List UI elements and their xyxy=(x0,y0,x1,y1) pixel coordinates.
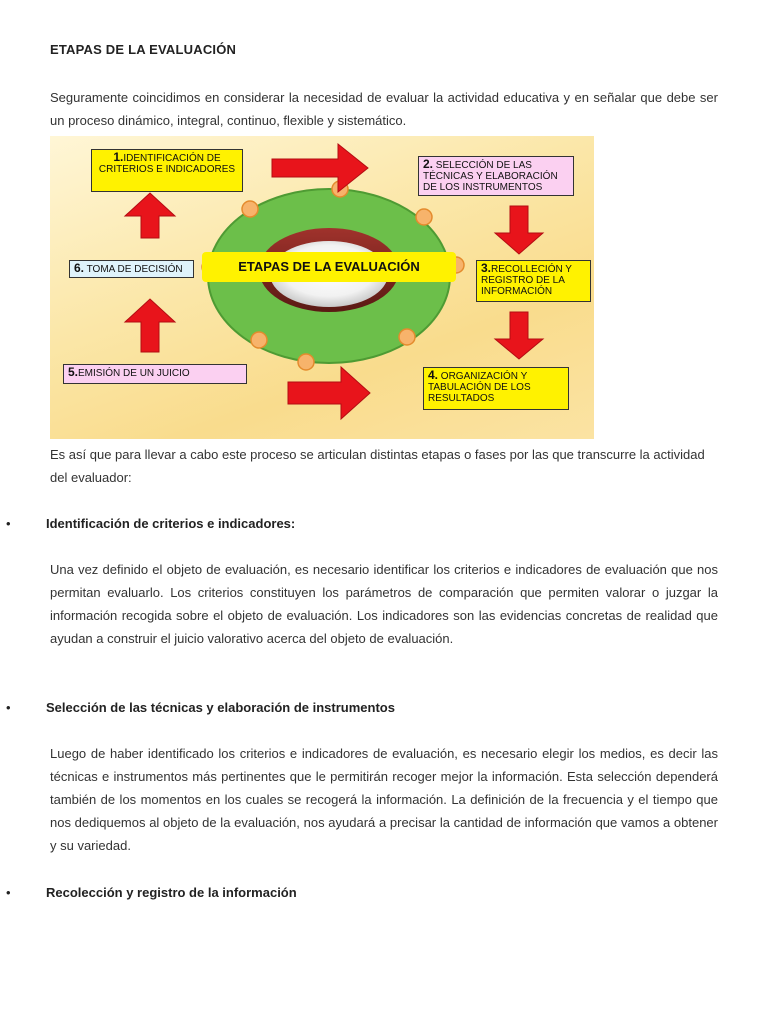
stage-5-box xyxy=(63,364,247,384)
stage-1-label: IDENTIFICACIÓN DE CRITERIOS E INDICADORES xyxy=(98,153,236,175)
diagram-center-label: ETAPAS DE LA EVALUACIÓN xyxy=(202,252,456,282)
stage-5-number: 5. xyxy=(68,365,79,379)
stage-6-box xyxy=(69,260,194,278)
stage-1-number: 1. xyxy=(113,150,124,164)
bullet-dot: • xyxy=(6,885,11,900)
stage-3-label: RECOLLECIÓN Y REGISTRO DE LA INFORMACIÓN xyxy=(481,264,572,297)
stage-2-box xyxy=(418,156,574,196)
section-heading-text: Identificación de criterios e indicadores: xyxy=(46,516,296,531)
arrow-up-left-top xyxy=(125,193,175,238)
ring-dot xyxy=(242,201,258,217)
intro-paragraph: Seguramente coincidimos en considerar la necesidad de evaluar la actividad educativa y en señalar que debe ser un proceso dinámico, integral, continuo, flexible y sistemático. xyxy=(50,90,718,128)
arrow-down-right-bottom xyxy=(495,312,543,359)
arrow-down-right-top xyxy=(495,206,543,254)
stage-3-number: 3. xyxy=(481,261,492,275)
section-body-tecnicas: Luego de haber identificado los criterios e indicadores de evaluación, es necesario elegir los medios, es decir las técnicas e instrumentos más pertinentes que le permitirán recoger mejor la información. Esta selección dependerá también de los momentos en los cuales se recogerá la información. La definición de la frecuencia y el tiempo que nos dediquemos al objeto de la evaluación, nos ayudará a precisar la cantidad de información que vamos a obtener y su variedad. xyxy=(50,746,718,853)
stage-5-label: EMISIÓN DE UN JUICIO xyxy=(78,368,190,379)
stage-2-number: 2. xyxy=(423,157,434,171)
section-body-criterios: Una vez definido el objeto de evaluación, es necesario identificar los criterios e indicadores de evaluación que nos permitan evaluarlo. Los criterios constituyen los parámetros de comparación que permiten valorar o juzgar la información recogida sobre el objeto de evaluación. Los indicadores son las evidencias concretas de realidad que ayudan a construir el juicio valorativo acerca del objeto de evaluación. xyxy=(50,562,718,646)
stage-6-label: TOMA DE DECISIÓN xyxy=(86,264,183,275)
bullet-dot: • xyxy=(6,700,11,715)
bullet-dot: • xyxy=(6,516,11,531)
arrow-up-left-bottom xyxy=(125,299,175,352)
stage-6-number: 6. xyxy=(74,261,85,275)
ring-dot xyxy=(298,354,314,370)
arrow-right-top xyxy=(272,144,368,192)
evaluation-stages-diagram xyxy=(50,136,594,439)
stage-4-label: ORGANIZACIÓN Y TABULACIÓN DE LOS RESULTADOS xyxy=(428,371,531,404)
stage-4-box xyxy=(423,367,569,410)
stage-1-box xyxy=(91,149,243,192)
ring-dot xyxy=(251,332,267,348)
stage-4-number: 4. xyxy=(428,368,439,382)
section-heading-text: Recolección y registro de la información xyxy=(46,885,297,900)
stage-3-box xyxy=(476,260,591,302)
ring-dot xyxy=(416,209,432,225)
section-heading-text: Selección de las técnicas y elaboración de instrumentos xyxy=(46,700,395,715)
stage-2-label: SELECCIÓN DE LAS TÉCNICAS Y ELABORACIÓN DE LOS INSTRUMENTOS xyxy=(423,160,558,193)
page-title: ETAPAS DE LA EVALUACIÓN xyxy=(50,42,237,57)
arrow-right-bottom xyxy=(288,367,370,419)
ring-dot xyxy=(399,329,415,345)
stages-intro-paragraph: Es así que para llevar a cabo este proceso se articulan distintas etapas o fases por las que transcurre la actividad del evaluador: xyxy=(50,447,705,485)
